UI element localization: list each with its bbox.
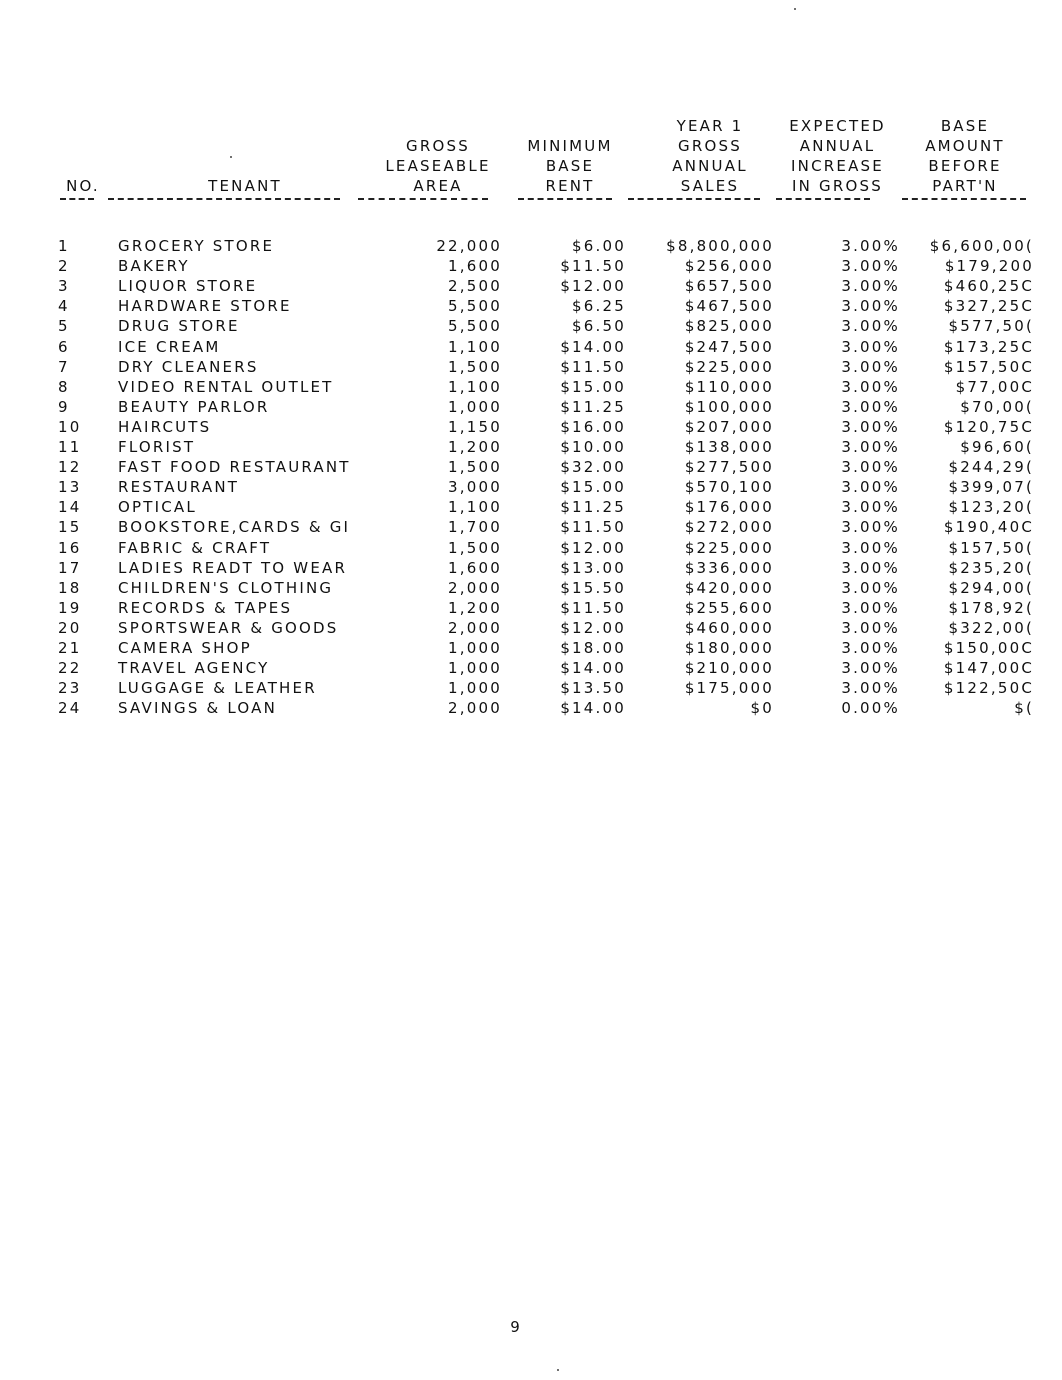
- cell-rent: $32.00: [560, 458, 626, 477]
- cell-base: $157,50C: [943, 357, 1034, 376]
- table-row: [0, 618, 1062, 638]
- cell-tenant: SAVINGS & LOAN: [118, 699, 278, 718]
- header-expected-annual-increase: EXPECTED ANNUAL INCREASE IN GROSS: [789, 117, 886, 195]
- cell-area: 1,600: [448, 257, 502, 276]
- cell-sales: $657,500: [684, 277, 774, 296]
- cell-tenant: FLORIST: [118, 438, 196, 456]
- cell-base: $6,600,00(: [929, 237, 1034, 255]
- cell-sales: $467,500: [684, 297, 774, 316]
- table-row: [0, 477, 1062, 497]
- cell-no: 18: [58, 578, 82, 597]
- cell-sales: $272,000: [684, 518, 774, 537]
- cell-tenant: LUGGAGE & LEATHER: [118, 679, 317, 698]
- table-row: [0, 538, 1062, 558]
- cell-increase: 3.00%: [841, 417, 900, 436]
- cell-area: 2,000: [448, 618, 502, 637]
- cell-increase: 3.00%: [841, 598, 900, 617]
- cell-tenant: LADIES READT TO WEAR: [118, 558, 348, 577]
- cell-tenant: BOOKSTORE,CARDS & GI: [118, 518, 351, 537]
- cell-no: 4: [58, 297, 70, 316]
- cell-no: 7: [58, 357, 70, 376]
- rule-no: [60, 198, 94, 200]
- cell-base: $190,40C: [943, 518, 1034, 537]
- cell-base: $77,00C: [955, 377, 1034, 396]
- table-row: [0, 357, 1062, 377]
- cell-no: 8: [58, 377, 70, 396]
- cell-sales: $176,000: [684, 498, 774, 517]
- cell-rent: $12.00: [560, 618, 626, 637]
- cell-no: 20: [58, 618, 82, 637]
- cell-base: $327,25C: [943, 297, 1034, 316]
- cell-rent: $6.50: [572, 317, 626, 336]
- cell-increase: 3.00%: [841, 498, 900, 517]
- cell-tenant: RECORDS & TAPES: [118, 598, 293, 617]
- header-tenant: TENANT: [208, 177, 282, 195]
- scan-speck: [557, 1369, 559, 1371]
- cell-area: 1,000: [448, 639, 502, 657]
- cell-sales: $210,000: [684, 659, 774, 678]
- cell-base: $399,07(: [948, 478, 1034, 497]
- cell-area: 1,000: [448, 659, 502, 678]
- cell-sales: $247,500: [684, 337, 774, 356]
- cell-rent: $14.00: [560, 699, 626, 718]
- cell-sales: $0: [750, 699, 774, 718]
- cell-increase: 3.00%: [841, 397, 900, 416]
- cell-increase: 0.00%: [841, 699, 900, 718]
- cell-area: 22,000: [436, 237, 502, 255]
- cell-increase: 3.00%: [841, 618, 900, 637]
- cell-no: 24: [58, 699, 82, 718]
- cell-no: 17: [58, 558, 82, 577]
- cell-rent: $11.50: [560, 518, 626, 537]
- table-row: [0, 598, 1062, 618]
- cell-no: 22: [58, 659, 82, 678]
- cell-no: 15: [58, 518, 82, 537]
- cell-increase: 3.00%: [841, 558, 900, 577]
- table-row: [0, 256, 1062, 276]
- cell-sales: $825,000: [684, 317, 774, 336]
- cell-area: 1,100: [448, 337, 502, 356]
- cell-rent: $6.00: [572, 237, 626, 255]
- cell-rent: $18.00: [560, 639, 626, 657]
- table-row: [0, 558, 1062, 578]
- cell-area: 1,000: [448, 397, 502, 416]
- table-row: [0, 578, 1062, 598]
- cell-tenant: LIQUOR STORE: [118, 277, 258, 296]
- cell-sales: $225,000: [684, 357, 774, 376]
- cell-tenant: VIDEO RENTAL OUTLET: [118, 377, 334, 396]
- cell-rent: $13.50: [560, 679, 626, 698]
- cell-tenant: DRUG STORE: [118, 317, 240, 336]
- cell-tenant: HAIRCUTS: [118, 417, 212, 436]
- cell-rent: $11.50: [560, 598, 626, 617]
- scan-speck: [230, 156, 232, 158]
- header-no: NO.: [66, 177, 100, 195]
- cell-base: $(: [1014, 699, 1034, 718]
- cell-area: 1,600: [448, 558, 502, 577]
- cell-base: $147,00C: [943, 659, 1034, 678]
- rule-area: [358, 198, 488, 200]
- cell-increase: 3.00%: [841, 357, 900, 376]
- cell-rent: $11.25: [560, 397, 626, 416]
- cell-increase: 3.00%: [841, 337, 900, 356]
- cell-area: 3,000: [448, 478, 502, 497]
- cell-base: $157,50(: [948, 538, 1034, 557]
- cell-sales: $255,600: [684, 598, 774, 617]
- cell-increase: 3.00%: [841, 257, 900, 276]
- cell-no: 16: [58, 538, 82, 557]
- cell-rent: $11.50: [560, 257, 626, 276]
- header-minimum-base-rent: MINIMUM BASE RENT: [527, 137, 613, 195]
- cell-base: $294,00(: [948, 578, 1034, 597]
- cell-increase: 3.00%: [841, 538, 900, 557]
- cell-base: $122,50C: [943, 679, 1034, 698]
- cell-sales: $175,000: [684, 679, 774, 698]
- cell-increase: 3.00%: [841, 277, 900, 296]
- cell-sales: $110,000: [684, 377, 774, 396]
- table-row: [0, 276, 1062, 296]
- cell-no: 6: [58, 337, 70, 356]
- cell-increase: 3.00%: [841, 679, 900, 698]
- cell-rent: $6.25: [572, 297, 626, 316]
- cell-no: 10: [58, 417, 82, 436]
- cell-increase: 3.00%: [841, 317, 900, 336]
- cell-increase: 3.00%: [841, 659, 900, 678]
- cell-no: 12: [58, 458, 82, 477]
- cell-increase: 3.00%: [841, 518, 900, 537]
- cell-area: 1,200: [448, 438, 502, 456]
- cell-rent: $15.50: [560, 578, 626, 597]
- cell-rent: $11.50: [560, 357, 626, 376]
- cell-sales: $207,000: [684, 417, 774, 436]
- cell-increase: 3.00%: [841, 458, 900, 477]
- cell-no: 19: [58, 598, 82, 617]
- cell-no: 14: [58, 498, 82, 517]
- cell-sales: $8,800,000: [666, 237, 774, 255]
- cell-area: 2,000: [448, 578, 502, 597]
- cell-tenant: SPORTSWEAR & GOODS: [118, 618, 339, 637]
- cell-tenant: ICE CREAM: [118, 337, 221, 356]
- cell-tenant: GROCERY STORE: [118, 237, 275, 255]
- cell-area: 5,500: [448, 297, 502, 316]
- table-row: [0, 397, 1062, 417]
- cell-base: $150,00C: [943, 639, 1034, 657]
- cell-base: $70,00(: [960, 397, 1034, 416]
- cell-tenant: BAKERY: [118, 257, 190, 276]
- cell-sales: $256,000: [684, 257, 774, 276]
- header-year1-gross-annual-sales: YEAR 1 GROSS ANNUAL SALES: [672, 117, 748, 195]
- cell-area: 5,500: [448, 317, 502, 336]
- cell-increase: 3.00%: [841, 639, 900, 657]
- cell-increase: 3.00%: [841, 438, 900, 456]
- cell-base: $120,75C: [943, 417, 1034, 436]
- cell-area: 1,700: [448, 518, 502, 537]
- cell-area: 1,150: [448, 417, 502, 436]
- rule-increase: [776, 198, 870, 200]
- cell-rent: $16.00: [560, 417, 626, 436]
- table-row: [0, 236, 1062, 256]
- cell-area: 1,200: [448, 598, 502, 617]
- cell-area: 2,500: [448, 277, 502, 296]
- cell-sales: $138,000: [684, 438, 774, 456]
- cell-sales: $336,000: [684, 558, 774, 577]
- cell-no: 9: [58, 397, 70, 416]
- cell-base: $179,200: [944, 257, 1034, 276]
- cell-sales: $180,000: [684, 639, 774, 657]
- cell-tenant: DRY CLEANERS: [118, 357, 259, 376]
- cell-sales: $570,100: [684, 478, 774, 497]
- cell-tenant: FAST FOOD RESTAURANT: [118, 458, 351, 477]
- cell-increase: 3.00%: [841, 237, 900, 255]
- cell-area: 1,500: [448, 458, 502, 477]
- cell-base: $244,29(: [948, 458, 1034, 477]
- cell-area: 1,500: [448, 357, 502, 376]
- cell-sales: $225,000: [684, 538, 774, 557]
- cell-rent: $11.25: [560, 498, 626, 517]
- cell-increase: 3.00%: [841, 578, 900, 597]
- cell-base: $96,60(: [960, 438, 1034, 456]
- cell-increase: 3.00%: [841, 478, 900, 497]
- cell-base: $123,20(: [948, 498, 1034, 517]
- rule-rent: [518, 198, 612, 200]
- cell-rent: $13.00: [560, 558, 626, 577]
- cell-rent: $14.00: [560, 659, 626, 678]
- table-row: [0, 437, 1062, 457]
- cell-base: $178,92(: [948, 598, 1034, 617]
- cell-sales: $100,000: [684, 397, 774, 416]
- cell-tenant: FABRIC & CRAFT: [118, 538, 272, 557]
- cell-rent: $12.00: [560, 538, 626, 557]
- page-number: 9: [510, 1318, 520, 1336]
- cell-base: $173,25C: [943, 337, 1034, 356]
- cell-no: 2: [58, 257, 70, 276]
- cell-tenant: HARDWARE STORE: [118, 297, 292, 316]
- table-row: [0, 517, 1062, 537]
- cell-sales: $277,500: [684, 458, 774, 477]
- table-row: [0, 638, 1062, 658]
- cell-tenant: BEAUTY PARLOR: [118, 397, 270, 416]
- cell-area: 1,000: [448, 679, 502, 698]
- table-row: [0, 337, 1062, 357]
- cell-tenant: TRAVEL AGENCY: [118, 659, 270, 678]
- cell-no: 3: [58, 277, 70, 296]
- table-row: [0, 296, 1062, 316]
- cell-tenant: OPTICAL: [118, 498, 197, 517]
- cell-sales: $420,000: [684, 578, 774, 597]
- cell-area: 1,500: [448, 538, 502, 557]
- rule-tenant: [108, 198, 340, 200]
- table-row: [0, 698, 1062, 718]
- cell-tenant: CAMERA SHOP: [118, 639, 252, 657]
- table-row: [0, 417, 1062, 437]
- cell-no: 23: [58, 679, 82, 698]
- scan-speck: [794, 8, 796, 10]
- table-row: [0, 678, 1062, 698]
- cell-rent: $12.00: [560, 277, 626, 296]
- cell-no: 11: [58, 438, 82, 456]
- cell-rent: $15.00: [560, 478, 626, 497]
- cell-rent: $15.00: [560, 377, 626, 396]
- cell-tenant: RESTAURANT: [118, 478, 240, 497]
- cell-area: 1,100: [448, 498, 502, 517]
- cell-rent: $14.00: [560, 337, 626, 356]
- cell-area: 2,000: [448, 699, 502, 718]
- cell-increase: 3.00%: [841, 377, 900, 396]
- cell-sales: $460,000: [684, 618, 774, 637]
- cell-increase: 3.00%: [841, 297, 900, 316]
- cell-base: $235,20(: [948, 558, 1034, 577]
- cell-tenant: CHILDREN'S CLOTHING: [118, 578, 334, 597]
- cell-area: 1,100: [448, 377, 502, 396]
- cell-no: 21: [58, 639, 82, 657]
- table-row: [0, 658, 1062, 678]
- table-row: [0, 457, 1062, 477]
- cell-no: 5: [58, 317, 70, 336]
- rule-sales: [628, 198, 760, 200]
- rule-base: [902, 198, 1026, 200]
- cell-no: 1: [58, 237, 70, 255]
- header-base-amount-before-partn: BASE AMOUNT BEFORE PART'N: [925, 117, 1005, 195]
- table-row: [0, 377, 1062, 397]
- header-gross-leaseable-area: GROSS LEASEABLE AREA: [385, 137, 491, 195]
- table-row: [0, 316, 1062, 336]
- cell-base: $322,00(: [948, 618, 1034, 637]
- cell-no: 13: [58, 478, 82, 497]
- table-row: [0, 497, 1062, 517]
- cell-base: $460,25C: [943, 277, 1034, 296]
- cell-rent: $10.00: [560, 438, 626, 456]
- cell-base: $577,50(: [948, 317, 1034, 336]
